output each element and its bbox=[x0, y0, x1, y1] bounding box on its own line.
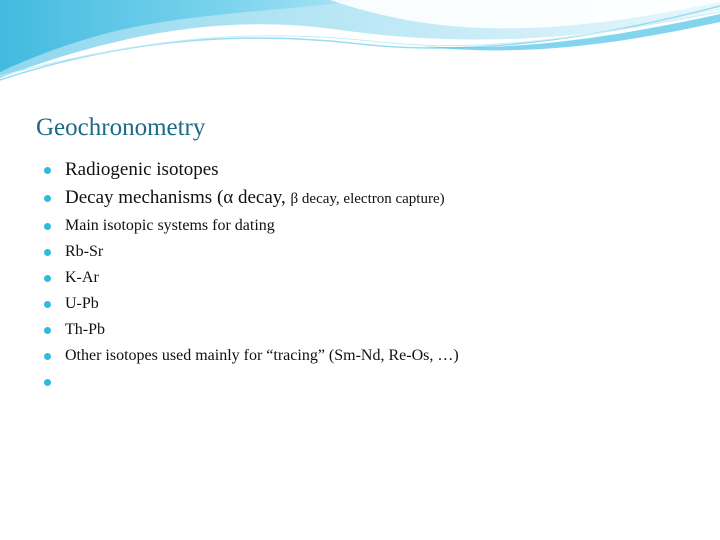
bullet-text: Th-Pb bbox=[65, 321, 105, 338]
bullet-text: K-Ar bbox=[65, 269, 99, 286]
bullet-text-small: β decay, electron capture) bbox=[290, 191, 445, 207]
bullet-dot-icon bbox=[44, 379, 51, 386]
bullet-u-pb bbox=[44, 291, 684, 317]
bullet-radiogenic-isotopes bbox=[44, 156, 684, 184]
bullet-text: Rb-Sr bbox=[65, 243, 104, 260]
header-wave-decoration bbox=[0, 0, 720, 100]
bullet-dot-icon bbox=[44, 195, 51, 202]
slide-title: Geochronometry bbox=[36, 114, 206, 141]
bullet-dot-icon bbox=[44, 223, 51, 230]
bullet-text: Main isotopic systems for dating bbox=[65, 217, 275, 234]
bullet-dot-icon bbox=[44, 301, 51, 308]
bullet-text: Other isotopes used mainly for “tracing” (Sm-Nd, Re-Os, …) bbox=[65, 347, 459, 364]
bullet-k-ar bbox=[44, 265, 684, 291]
bullet-dot-icon bbox=[44, 275, 51, 282]
bullet-other-isotopes bbox=[44, 343, 684, 369]
bullet-empty bbox=[44, 369, 684, 395]
bullet-text: Radiogenic isotopes bbox=[65, 159, 219, 180]
bullet-decay-mechanisms bbox=[44, 184, 684, 213]
bullet-dot-icon bbox=[44, 167, 51, 174]
bullet-text-main: Decay mechanisms (α decay, bbox=[65, 187, 291, 208]
bullet-dot-icon bbox=[44, 249, 51, 256]
bullet-text: U-Pb bbox=[65, 295, 99, 312]
bullet-main-systems bbox=[44, 213, 684, 239]
bullet-rb-sr bbox=[44, 239, 684, 265]
bullet-th-pb bbox=[44, 317, 684, 343]
bullet-dot-icon bbox=[44, 327, 51, 334]
bullet-dot-icon bbox=[44, 353, 51, 360]
bullet-list bbox=[44, 156, 684, 395]
